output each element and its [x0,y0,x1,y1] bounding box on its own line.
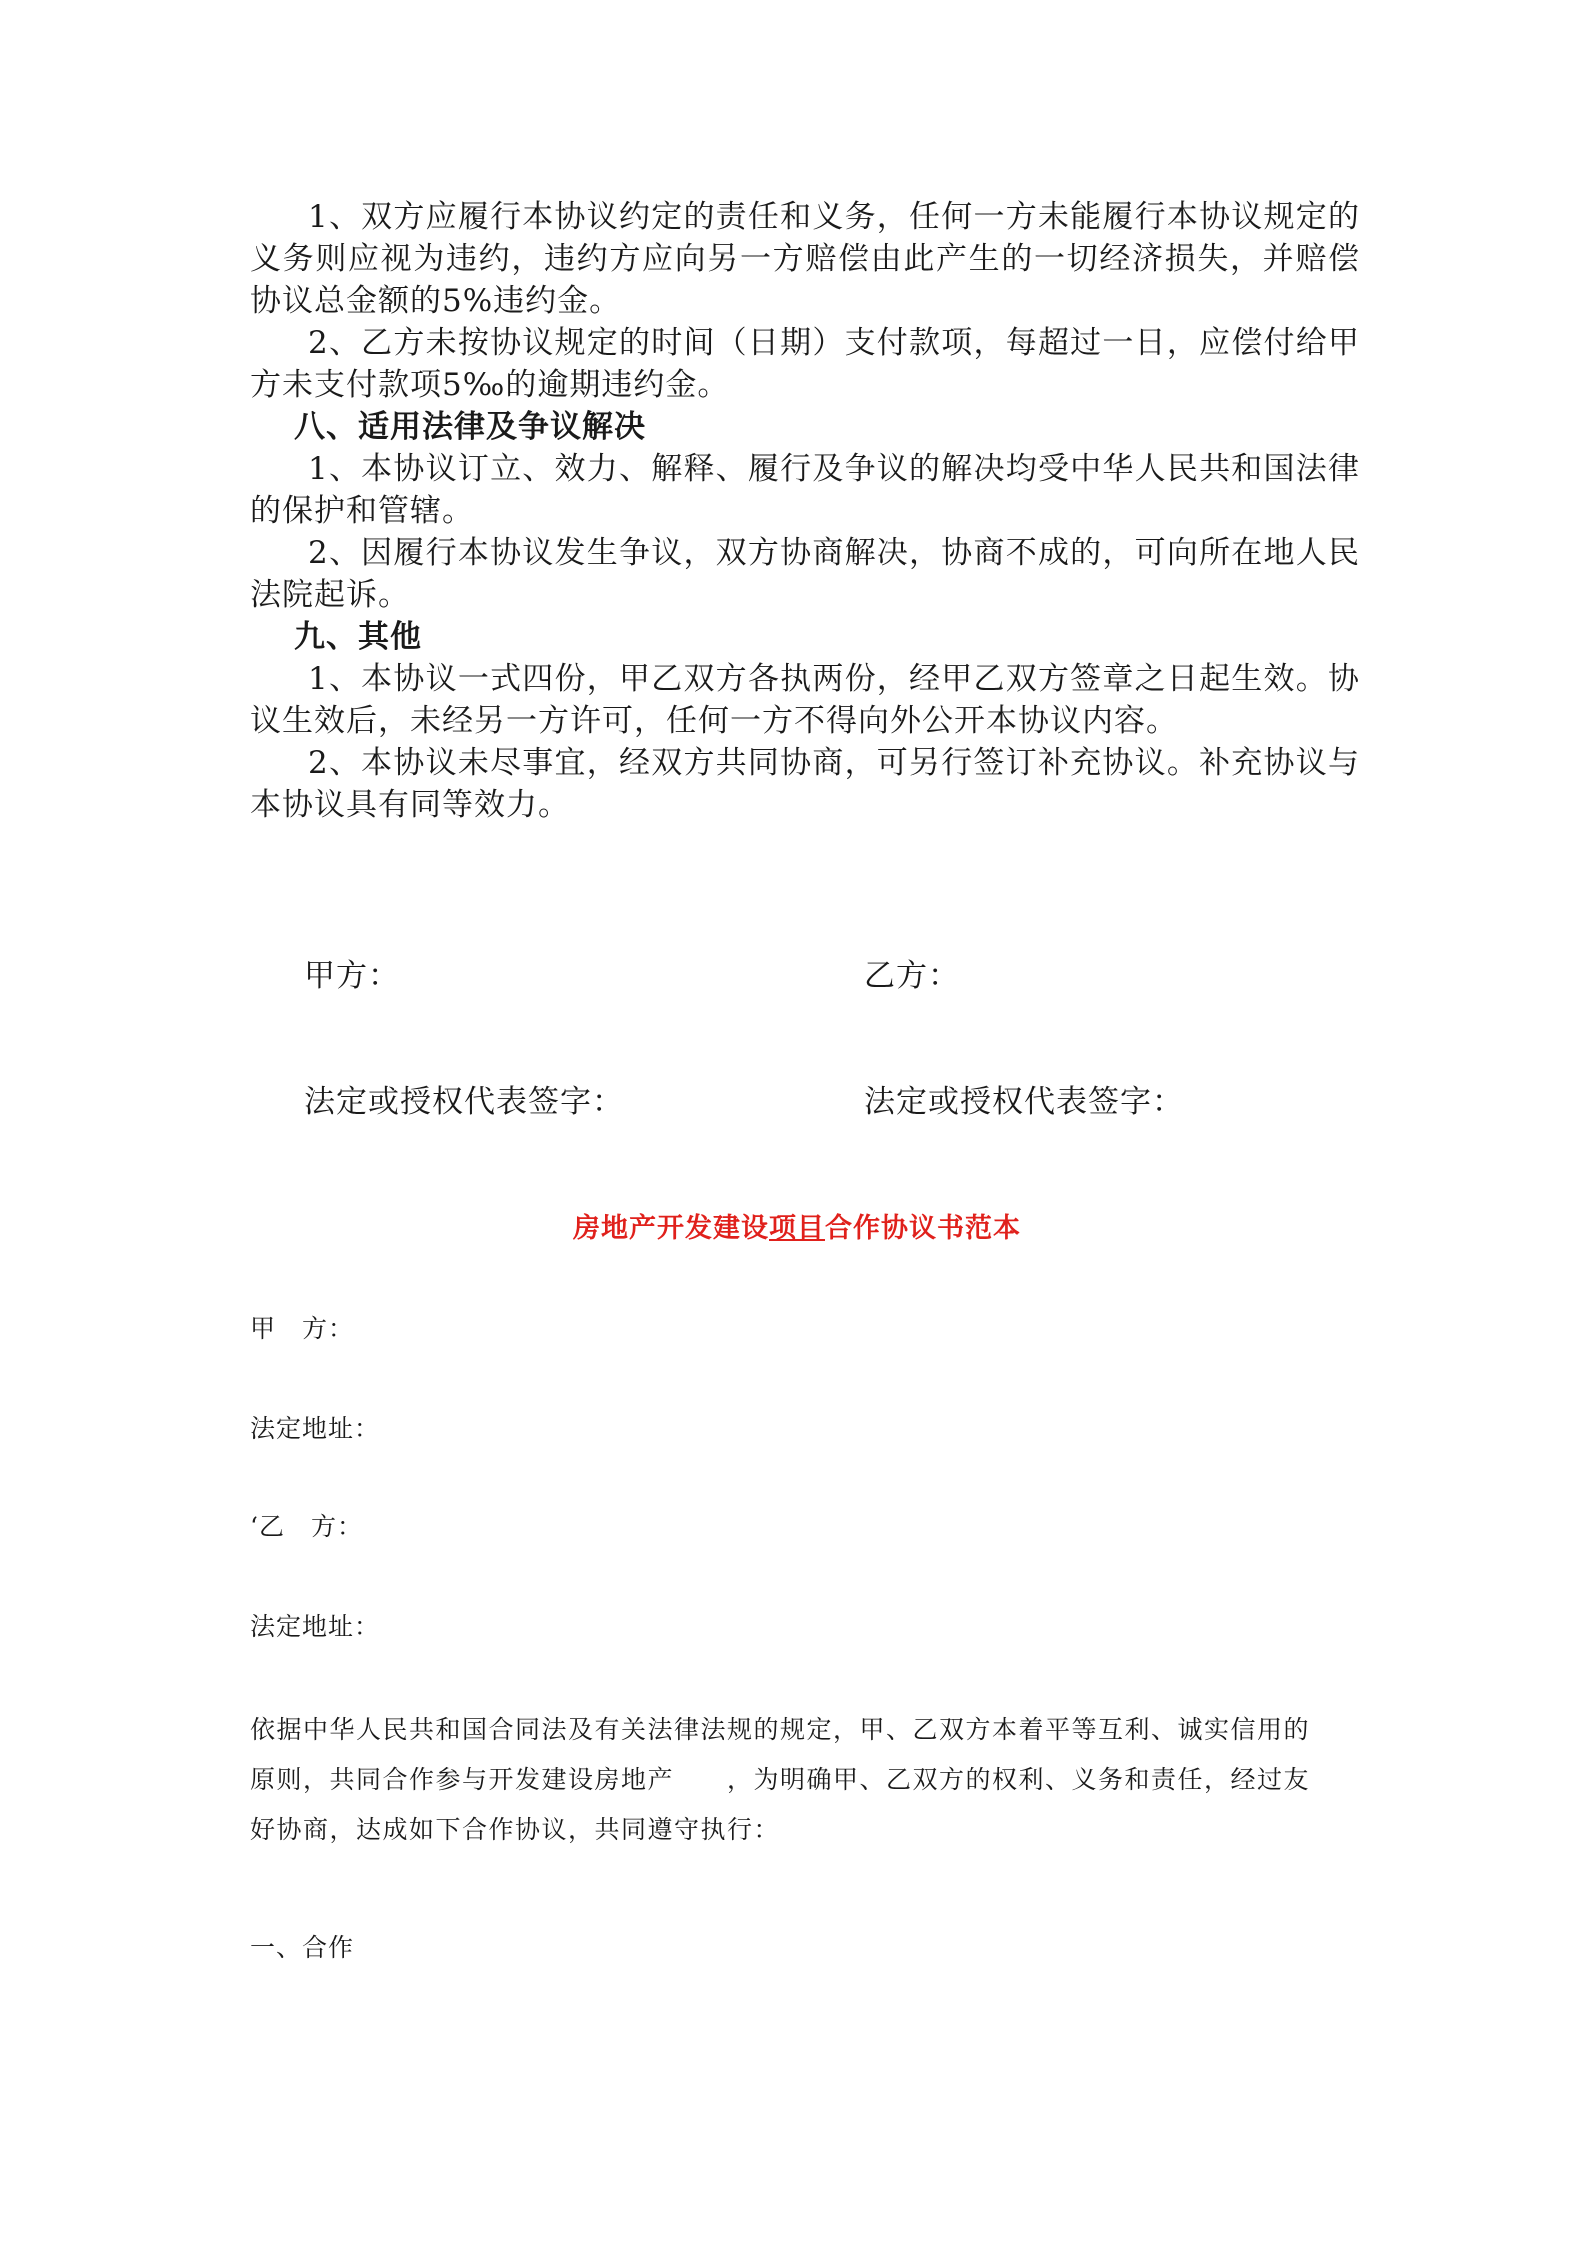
signature-party-a: 甲方： [304,958,400,994]
clause-breach-2: 2、乙方未按协议规定的时间（日期）支付款项，每超过一日，应偿付给甲方未支付款项5‰的逾期违约金。 [250,325,1360,403]
signature-party-b: 乙方： [864,958,960,994]
clause-law-1: 1、本协议订立、效力、解释、履行及争议的解决均受中华人民共和国法律的保护和管辖。 [250,451,1360,529]
heading-other: 九、其他 [294,619,422,655]
title-part-2: 合作协议书范本 [825,1213,1021,1244]
intro-line-3: 好协商，达成如下合作协议，共同遵守执行： [250,1815,781,1844]
intro-line-1: 依据中华人民共和国合同法及有关法律法规的规定，甲、乙双方本着平等互利、诚实信用的 [250,1715,1311,1744]
clause-law-2: 2、因履行本协议发生争议，双方协商解决，协商不成的，可向所在地人民法院起诉。 [250,535,1360,613]
heading-applicable-law: 八、适用法律及争议解决 [294,409,646,445]
title-link-project[interactable]: 项目 [769,1213,825,1244]
signature-rep-b: 法定或授权代表签字： [864,1084,1184,1120]
field-party-b: ‘乙 方： [250,1512,363,1541]
field-address-a: 法定地址： [250,1414,381,1443]
field-party-a: 甲 方： [250,1314,355,1343]
clause-other-2: 2、本协议未尽事宜，经双方共同协商，可另行签订补充协议。补充协议与本协议具有同等效力。 [250,745,1360,823]
title-part-1: 房地产开发建设 [573,1213,769,1244]
intro-paragraph [250,1705,1360,1855]
contract-clauses [250,196,1360,826]
field-address-b: 法定地址： [250,1612,381,1641]
document-title [0,1206,1594,1245]
signature-rep-a: 法定或授权代表签字： [304,1084,624,1120]
section-cooperation-heading: 一、合作 [250,1933,355,1962]
clause-other-1: 1、本协议一式四份，甲乙双方各执两份，经甲乙双方签章之日起生效。协议生效后，未经另一方许可，任何一方不得向外公开本协议内容。 [250,661,1360,739]
intro-line-2: 原则，共同合作参与开发建设房地产 ，为明确甲、乙双方的权利、义务和责任，经过友 [250,1765,1311,1794]
clause-breach-1: 1、双方应履行本协议约定的责任和义务，任何一方未能履行本协议规定的义务则应视为违约，违约方应向另一方赔偿由此产生的一切经济损失，并赔偿协议总金额的5%违约金。 [250,199,1360,319]
